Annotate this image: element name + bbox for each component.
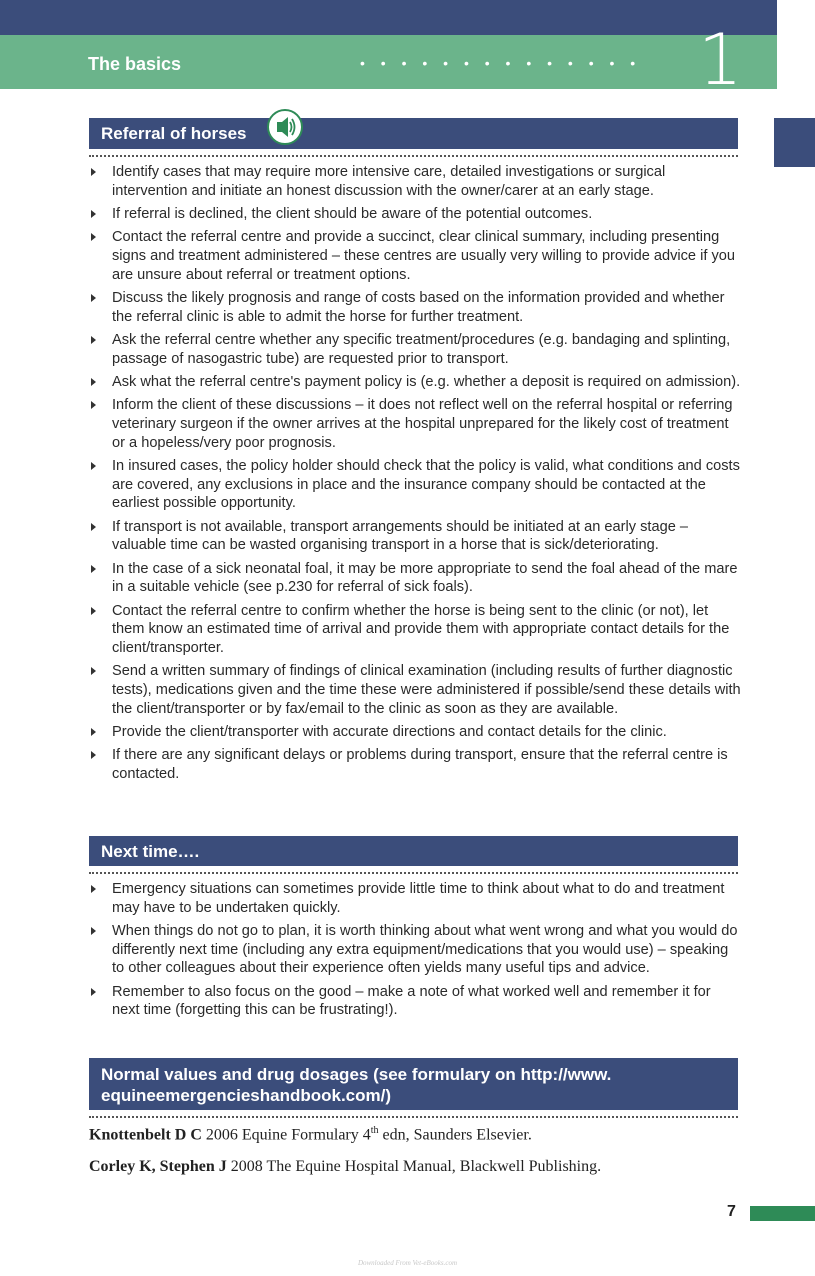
list-item-text: Identify cases that may require more intensive care, detailed investigations or surgical intervention and initiate an honest discussion with the owner/carer at an early stage. (112, 164, 666, 199)
dotted-divider (89, 1116, 738, 1118)
list-item (89, 205, 741, 224)
list-item-text: If transport is not available, transport arrangements should be initiated at an early stage – valuable time can be wasted organising transport in a horse that is sick/deteriorating. (112, 518, 688, 554)
reference-authors: Corley K, Stephen J (89, 1158, 227, 1175)
dotted-divider (89, 155, 738, 157)
speaker-icon (269, 111, 301, 143)
bullet-triangle-icon (91, 728, 96, 736)
list-item-text: When things do not go to plan, it is worth thinking about what went wrong and what you would do differently next time (including any extra equipment/medications that you would use) – speaking to other colleagues about their experience often yields many useful tips and advice. (112, 923, 738, 977)
section-title-line2: equineemergencieshandbook.com/) (101, 1086, 392, 1105)
chapter-number: 1 (698, 19, 743, 101)
reference-authors: Knottenbelt D C (89, 1126, 202, 1144)
list-item-text: Inform the client of these discussions – it does not reflect well on the referral hospital or referring veterinary surgeon if the owner arrives at the hospital unprepared for the likely cost of treatment or a hopeless/very poor prognosis. (112, 397, 733, 451)
chapter-header (0, 19, 777, 101)
list-item (89, 922, 741, 978)
list-item (89, 880, 741, 917)
list-item (89, 289, 741, 326)
list-item-text: Contact the referral centre to confirm whether the horse is being sent to the clinic (or not), let them know an estimated time of arrival and provide them with appropriate contact details for the client/transporter. (112, 602, 730, 657)
bullet-triangle-icon (91, 667, 96, 675)
reference-2 (89, 1158, 601, 1176)
bullet-triangle-icon (91, 210, 96, 218)
bullet-triangle-icon (91, 523, 96, 531)
list-item-text: In the case of a sick neonatal foal, it may be more appropriate to send the foal ahead of the mare in a suitable vehicle (see p.230 for referral of sick foals). (112, 560, 738, 596)
audio-speaker-icon[interactable] (267, 109, 303, 145)
chapter-title: The basics (88, 54, 182, 74)
list-item-text: Ask the referral centre whether any specific treatment/procedures (e.g. bandaging and splinting, passage of nasogastric tube) are requested prior to transport. (112, 332, 731, 367)
section-title-line1: Normal values and drug dosages (see formulary on http://www. (101, 1065, 612, 1084)
list-item (89, 457, 741, 513)
watermark: Downloaded From Vet-eBooks.com (357, 1259, 458, 1267)
list-item (89, 396, 741, 452)
list-item-text: Send a written summary of findings of clinical examination (including results of further diagnostic tests), medications given and the time these were administered if possible/send these details with the client/transporter or by fax/email to the clinic as soon as they are available. (112, 663, 741, 717)
list-item (89, 602, 741, 658)
bullet-triangle-icon (91, 988, 96, 996)
list-item-text: If there are any significant delays or problems during transport, ensure that the referral centre is contacted. (112, 747, 728, 783)
list-item (89, 518, 741, 555)
section-heading-next-time (89, 836, 738, 866)
list-item-text: Ask what the referral centre's payment policy is (e.g. whether a deposit is required on admission). (112, 374, 741, 390)
list-item (89, 983, 741, 1020)
list-item (89, 163, 741, 200)
bullet-triangle-icon (91, 751, 96, 759)
page-number-bar (750, 1206, 815, 1221)
bullet-triangle-icon (91, 885, 96, 893)
section-heading-normal-values (89, 1058, 738, 1110)
list-item (89, 662, 741, 718)
top-banner (0, 0, 777, 35)
list-item (89, 331, 741, 368)
referral-list (89, 163, 741, 788)
section-heading-referral (89, 118, 738, 149)
bullet-triangle-icon (91, 565, 96, 573)
list-item (89, 373, 741, 392)
dotted-divider (89, 872, 738, 874)
reference-text: edn, Saunders Elsevier. (378, 1126, 532, 1144)
reference-text: 2006 Equine Formulary 4 (201, 1126, 371, 1144)
section-title: Next time…. (101, 842, 200, 861)
list-item-text: Provide the client/transporter with accurate directions and contact details for the clinic. (112, 724, 667, 741)
list-item (89, 723, 741, 742)
bullet-triangle-icon (91, 462, 96, 470)
list-item (89, 560, 741, 597)
bullet-triangle-icon (91, 336, 96, 344)
decorative-dots: • • • • • • • • • • • • • • (360, 55, 642, 71)
reference-sup: th (370, 1125, 379, 1136)
list-item-text: Emergency situations can sometimes provide little time to think about what to do and treatment may have to be undertaken quickly. (112, 881, 725, 916)
next-time-list (89, 880, 741, 1025)
bullet-triangle-icon (91, 294, 96, 302)
list-item-text: Remember to also focus on the good – make a note of what worked well and remember it for next time (forgetting this can be frustrating!). (112, 983, 711, 1019)
section-title: Referral of horses (101, 124, 247, 143)
bullet-triangle-icon (91, 607, 96, 615)
bullet-triangle-icon (91, 168, 96, 176)
bullet-triangle-icon (91, 378, 96, 386)
list-item-text: Contact the referral centre and provide a succinct, clear clinical summary, including presenting signs and treatment administered – these centres are usually very willing to provide advice if you are unsure about referral or treatment options. (112, 229, 735, 283)
reference-text: 2008 The Equine Hospital Manual, Blackwell Publishing. (226, 1158, 602, 1175)
list-item-text: If referral is declined, the client should be aware of the potential outcomes. (112, 206, 593, 222)
list-item (89, 746, 741, 783)
page-number: 7 (727, 1203, 736, 1220)
reference-1 (89, 1125, 532, 1144)
bullet-triangle-icon (91, 233, 96, 241)
bullet-triangle-icon (91, 401, 96, 409)
list-item-text: In insured cases, the policy holder should check that the policy is valid, what conditions and costs are covered, any exclusions in place and the insurance company should be contacted at the earliest possible opportunity. (112, 458, 740, 512)
list-item (89, 228, 741, 284)
list-item-text: Discuss the likely prognosis and range of costs based on the information provided and whether the referral clinic is able to admit the horse for further treatment. (112, 290, 725, 325)
bullet-triangle-icon (91, 927, 96, 935)
chapter-side-tab (774, 118, 815, 167)
